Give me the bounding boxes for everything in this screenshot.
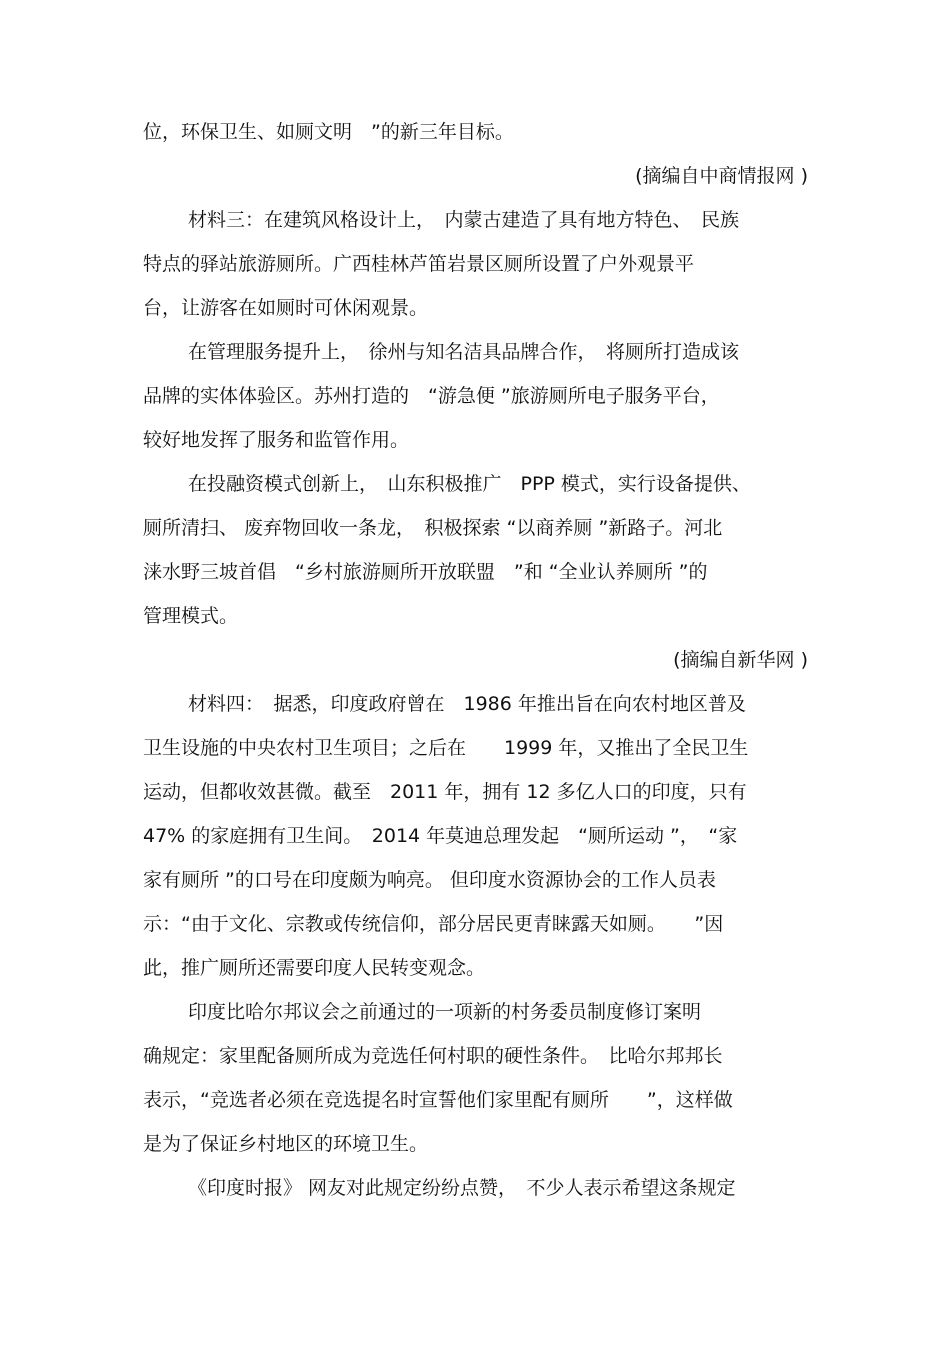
- text-line: 此，推广厕所还需要印度人民转变观念。: [143, 957, 486, 979]
- source-citation: (摘编自新华网 ): [673, 649, 808, 671]
- text-line: 卫生设施的中央农村卫生项目；之后在 1999 年，又推出了全民卫生: [143, 737, 749, 759]
- text-line: 《印度时报》 网友对此规定纷纷点赞， 不少人表示希望这条规定: [188, 1177, 736, 1199]
- text-line: 运动，但都收效甚微。截至 2011 年，拥有 12 多亿人口的印度，只有: [143, 781, 747, 803]
- text-line: 表示，“竞选者必须在竞选提名时宣誓他们家里配有厕所 ”，这样做: [143, 1089, 733, 1111]
- text-line: 厕所清扫、 废弃物回收一条龙， 积极探索 “以商养厕 ”新路子。河北: [143, 517, 723, 539]
- text-line: 台，让游客在如厕时可休闲观景。: [143, 297, 429, 319]
- text-line: 较好地发挥了服务和监管作用。: [143, 429, 410, 451]
- text-line: 管理模式。: [143, 605, 239, 627]
- text-line: 示：“由于文化、宗教或传统信仰，部分居民更青睐露天如厕。 ”因: [143, 913, 724, 935]
- text-line: 材料三：在建筑风格设计上， 内蒙古建造了具有地方特色、 民族: [188, 209, 740, 231]
- text-line: 是为了保证乡村地区的环境卫生。: [143, 1133, 429, 1155]
- text-line: 在管理服务提升上， 徐州与知名洁具品牌合作， 将厕所打造成该: [188, 341, 740, 363]
- text-line: 家有厕所 ”的口号在印度颇为响亮。 但印度水资源协会的工作人员表: [143, 869, 716, 891]
- text-line: 位，环保卫生、如厕文明 ”的新三年目标。: [143, 121, 514, 143]
- text-line: 在投融资模式创新上， 山东积极推广 PPP 模式，实行设备提供、: [188, 473, 751, 495]
- text-line: 印度比哈尔邦议会之前通过的一项新的村务委员制度修订案明: [188, 1001, 702, 1023]
- text-line: 材料四： 据悉，印度政府曾在 1986 年推出旨在向农村地区普及: [188, 693, 746, 715]
- text-line: 特点的驿站旅游厕所。广西桂林芦笛岩景区厕所设置了户外观景平: [143, 253, 695, 275]
- text-line: 品牌的实体体验区。苏州打造的 “游急便 ”旅游厕所电子服务平台，: [143, 385, 720, 407]
- text-line: 确规定：家里配备厕所成为竞选任何村职的硬性条件。 比哈尔邦邦长: [143, 1045, 723, 1067]
- source-citation: (摘编自中商情报网 ): [635, 165, 808, 187]
- text-line: 涞水野三坡首倡 “乡村旅游厕所开放联盟 ”和 “全业认养厕所 ”的: [143, 561, 708, 583]
- text-line: 47% 的家庭拥有卫生间。 2014 年莫迪总理发起 “厕所运动 ”， “家: [143, 825, 738, 847]
